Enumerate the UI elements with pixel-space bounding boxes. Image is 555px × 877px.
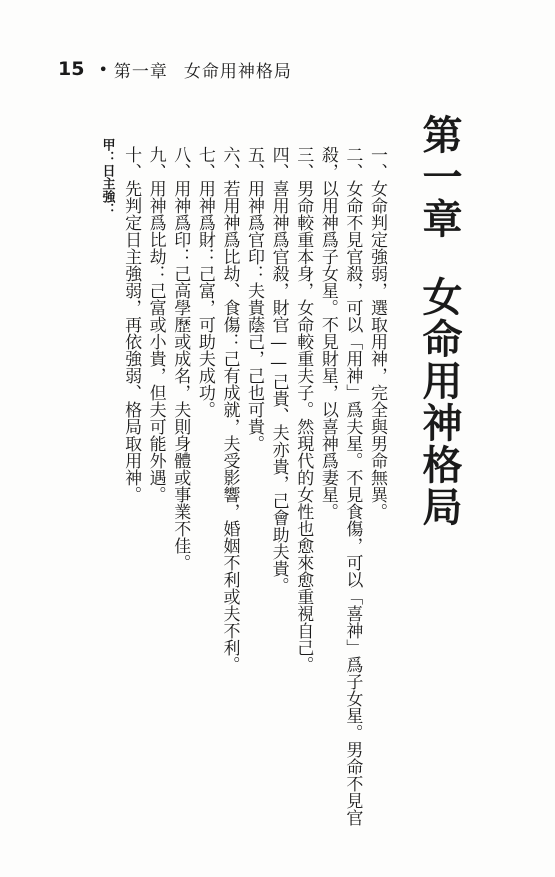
item-number: 一、 — [367, 146, 387, 180]
chapter-heading — [411, 108, 467, 848]
list-item — [217, 146, 242, 848]
item-number: 九、 — [145, 146, 166, 180]
chapter-title: 女命用神格局 — [416, 276, 463, 528]
item-number: 二、 — [342, 146, 363, 180]
list-item — [364, 146, 389, 848]
item-number: 七、 — [194, 146, 215, 180]
item-number: 十、 — [121, 146, 142, 180]
list-item — [143, 146, 168, 848]
running-header — [58, 54, 292, 84]
list-item — [168, 146, 193, 848]
item-text: 喜用神爲官殺，財官——己貴、夫亦貴，己會助夫貴。 — [268, 180, 289, 594]
list-item — [291, 146, 316, 848]
item-text: 用神爲官印：夫貴蔭己，己也可貴。 — [244, 180, 265, 452]
subheading: 甲：日主強： — [99, 138, 115, 216]
item-text: 先判定日主強弱，再依強弱、格局取用神。 — [121, 180, 142, 503]
item-number: 三、 — [293, 146, 314, 180]
list-item — [241, 146, 266, 848]
item-text: 若用神爲比劫、食傷：己有成就，夫受影響，婚姻不利或夫不利。 — [219, 180, 240, 673]
list-item — [118, 146, 143, 848]
chapter-label: 第一章 — [416, 114, 463, 240]
list-item — [266, 146, 291, 848]
item-number: 五、 — [244, 146, 265, 180]
item-text: 女命判定強弱，選取用神，完全與男命無異。 — [367, 180, 387, 520]
item-text: 女命不見官殺，可以「用神」爲夫星。不見食傷，可以「喜神」爲子女星。男命不見官殺，以用神爲子女星。不見財星，以喜神爲妻星。 — [317, 146, 363, 826]
header-chapter: 第一章 — [113, 61, 168, 82]
header-title: 女命用神格局 — [183, 61, 292, 82]
list-item — [315, 146, 364, 848]
page-number: 15 — [58, 58, 85, 80]
list-item — [192, 146, 217, 848]
item-list — [118, 108, 389, 848]
item-text: 用神爲比劫：己富或小貴，但夫可能外遇。 — [145, 180, 166, 503]
vertical-text-body — [94, 108, 467, 848]
item-number: 八、 — [170, 146, 191, 180]
item-text: 男命較重本身，女命較重夫子。然現代的女性也愈來愈重視自己。 — [293, 180, 314, 673]
item-text: 用神爲印：己高學歷或成名，夫則身體或事業不佳。 — [170, 180, 191, 571]
item-number: 六、 — [219, 146, 240, 180]
item-number: 四、 — [268, 146, 289, 180]
bullet-icon: • — [98, 59, 108, 79]
item-text: 用神爲財：己富，可助夫成功。 — [194, 180, 215, 418]
